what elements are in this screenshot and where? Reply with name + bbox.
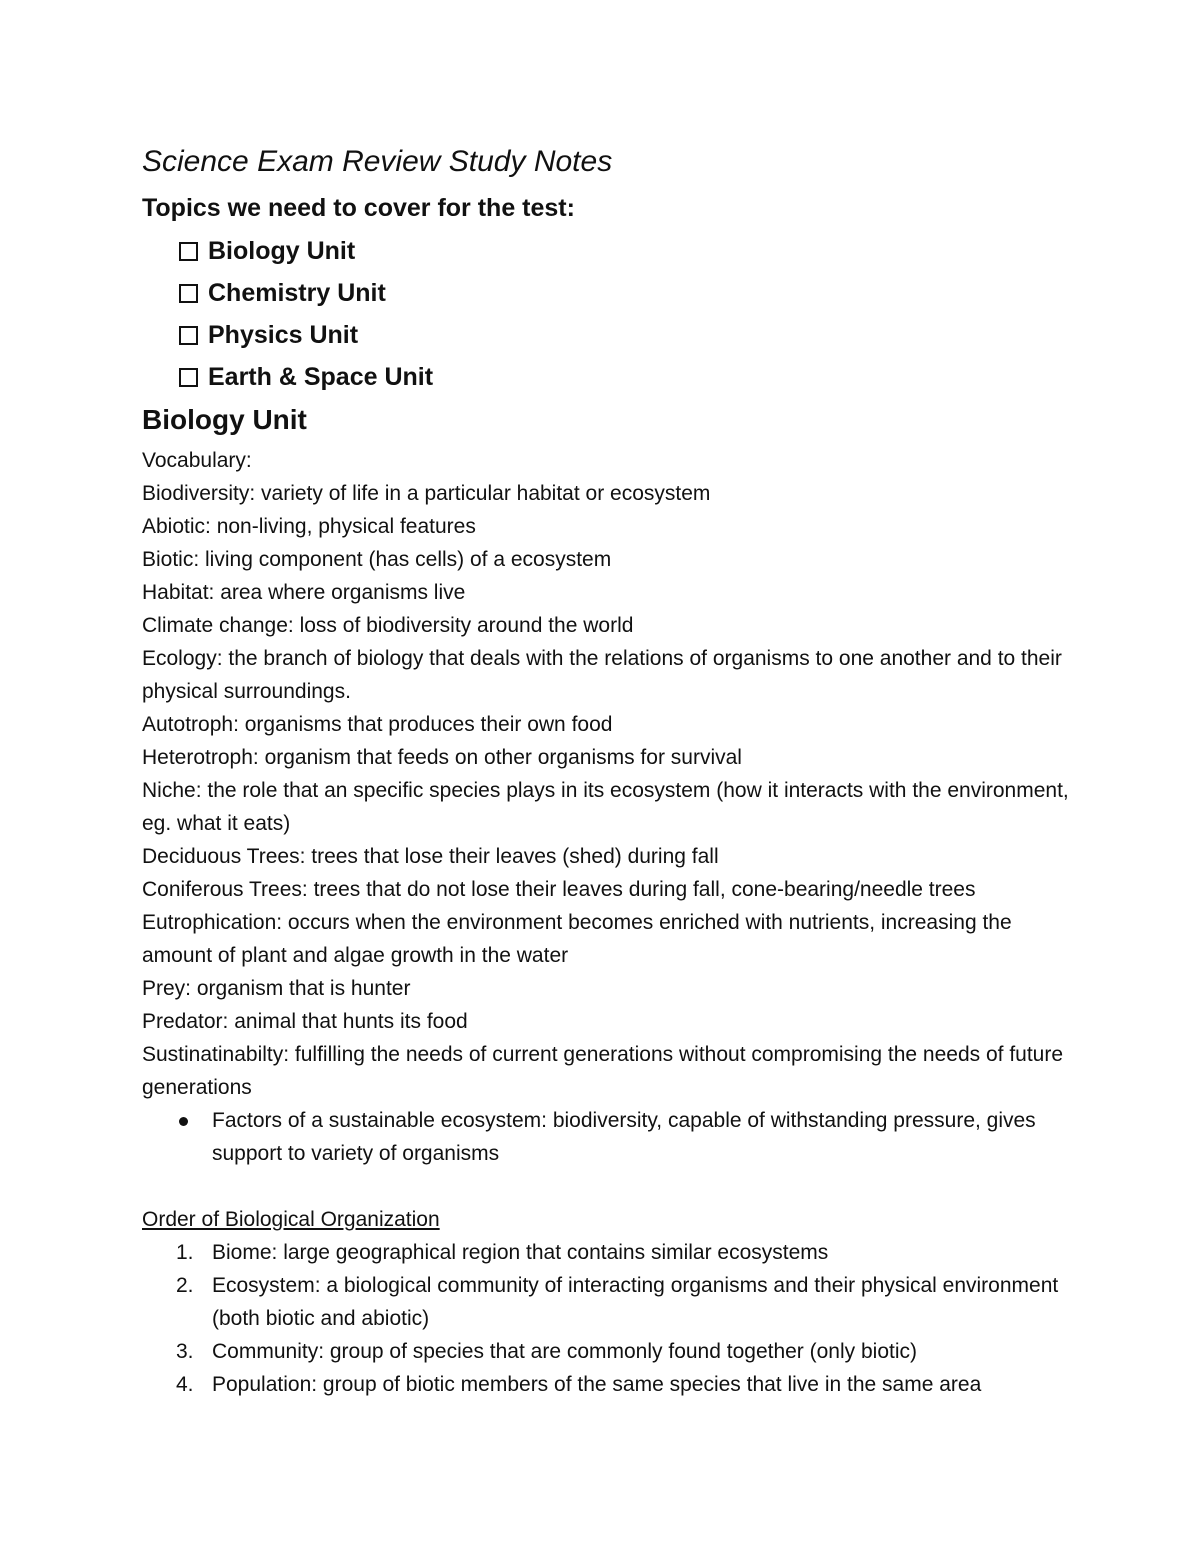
vocab-item: Coniferous Trees: trees that do not lose their leaves during fall, cone-bearing/needle trees bbox=[142, 878, 976, 901]
vocab-item: Biodiversity: variety of life in a particular habitat or ecosystem bbox=[142, 482, 711, 505]
vocab-item: Ecology: the branch of biology that deals with the relations of organisms to one another and to their physical surroundings. bbox=[142, 647, 1062, 703]
biology-heading: Biology Unit bbox=[142, 404, 307, 435]
vocab-item: Biotic: living component (has cells) of a ecosystem bbox=[142, 548, 612, 571]
order-number: 4. bbox=[176, 1373, 194, 1396]
bullet-icon bbox=[179, 1117, 188, 1126]
topic-item-chemistry[interactable] bbox=[179, 272, 1072, 314]
vocab-item: Predator: animal that hunts its food bbox=[142, 1010, 468, 1033]
order-item bbox=[176, 1269, 1072, 1335]
order-item bbox=[176, 1335, 1072, 1368]
order-text: Community: group of species that are commonly found together (only biotic) bbox=[212, 1340, 918, 1363]
bullet-item bbox=[212, 1104, 1072, 1170]
topic-item-physics[interactable] bbox=[179, 314, 1072, 356]
order-text: Ecosystem: a biological community of interacting organisms and their physical environment (both biotic and abiotic) bbox=[212, 1274, 1059, 1330]
document-page bbox=[142, 140, 1072, 1401]
bullet-text: Factors of a sustainable ecosystem: biodiversity, capable of withstanding pressure, gives support to variety of organisms bbox=[212, 1109, 1036, 1165]
topic-label: Chemistry Unit bbox=[208, 279, 386, 307]
topic-label: Physics Unit bbox=[208, 321, 359, 349]
document-title: Science Exam Review Study Notes bbox=[142, 145, 613, 178]
vocab-item: Autotroph: organisms that produces their own food bbox=[142, 713, 613, 736]
vocab-item: Climate change: loss of biodiversity around the world bbox=[142, 614, 634, 637]
vocab-item: Prey: organism that is hunter bbox=[142, 977, 411, 1000]
vocab-item: Habitat: area where organisms live bbox=[142, 581, 466, 604]
vocabulary-list bbox=[142, 477, 1072, 1104]
vocab-item: Heterotroph: organism that feeds on other organisms for survival bbox=[142, 746, 742, 769]
topic-label: Earth & Space Unit bbox=[208, 363, 434, 391]
topic-item-biology[interactable] bbox=[179, 230, 1072, 272]
checkbox-icon[interactable] bbox=[179, 242, 198, 261]
vocab-item: Eutrophication: occurs when the environment becomes enriched with nutrients, increasing the amount of plant and algae growth in the water bbox=[142, 911, 1012, 967]
vocabulary-label: Vocabulary: bbox=[142, 449, 252, 472]
order-number: 3. bbox=[176, 1340, 194, 1363]
sustainability-bullets bbox=[142, 1104, 1072, 1170]
order-text: Population: group of biotic members of the same species that live in the same area bbox=[212, 1373, 982, 1396]
checkbox-icon[interactable] bbox=[179, 284, 198, 303]
checkbox-icon[interactable] bbox=[179, 326, 198, 345]
vocab-item: Niche: the role that an specific species plays in its ecosystem (how it interacts with the environment, eg. what it eats) bbox=[142, 779, 1069, 835]
order-heading: Order of Biological Organization bbox=[142, 1208, 440, 1231]
topic-label: Biology Unit bbox=[208, 237, 356, 265]
topic-checklist bbox=[142, 230, 1072, 398]
vocab-item: Deciduous Trees: trees that lose their leaves (shed) during fall bbox=[142, 845, 719, 868]
vocab-item: Sustinatinabilty: fulfilling the needs of current generations without compromising the needs of future generations bbox=[142, 1043, 1064, 1099]
topic-item-earth-space[interactable] bbox=[179, 356, 1072, 398]
order-list bbox=[142, 1236, 1072, 1401]
order-item bbox=[176, 1368, 1072, 1401]
topics-heading: Topics we need to cover for the test: bbox=[142, 194, 575, 222]
checkbox-icon[interactable] bbox=[179, 368, 198, 387]
order-item bbox=[176, 1236, 1072, 1269]
order-number: 2. bbox=[176, 1274, 194, 1297]
order-number: 1. bbox=[176, 1241, 194, 1264]
vocab-item: Abiotic: non-living, physical features bbox=[142, 515, 476, 538]
order-text: Biome: large geographical region that contains similar ecosystems bbox=[212, 1241, 829, 1264]
